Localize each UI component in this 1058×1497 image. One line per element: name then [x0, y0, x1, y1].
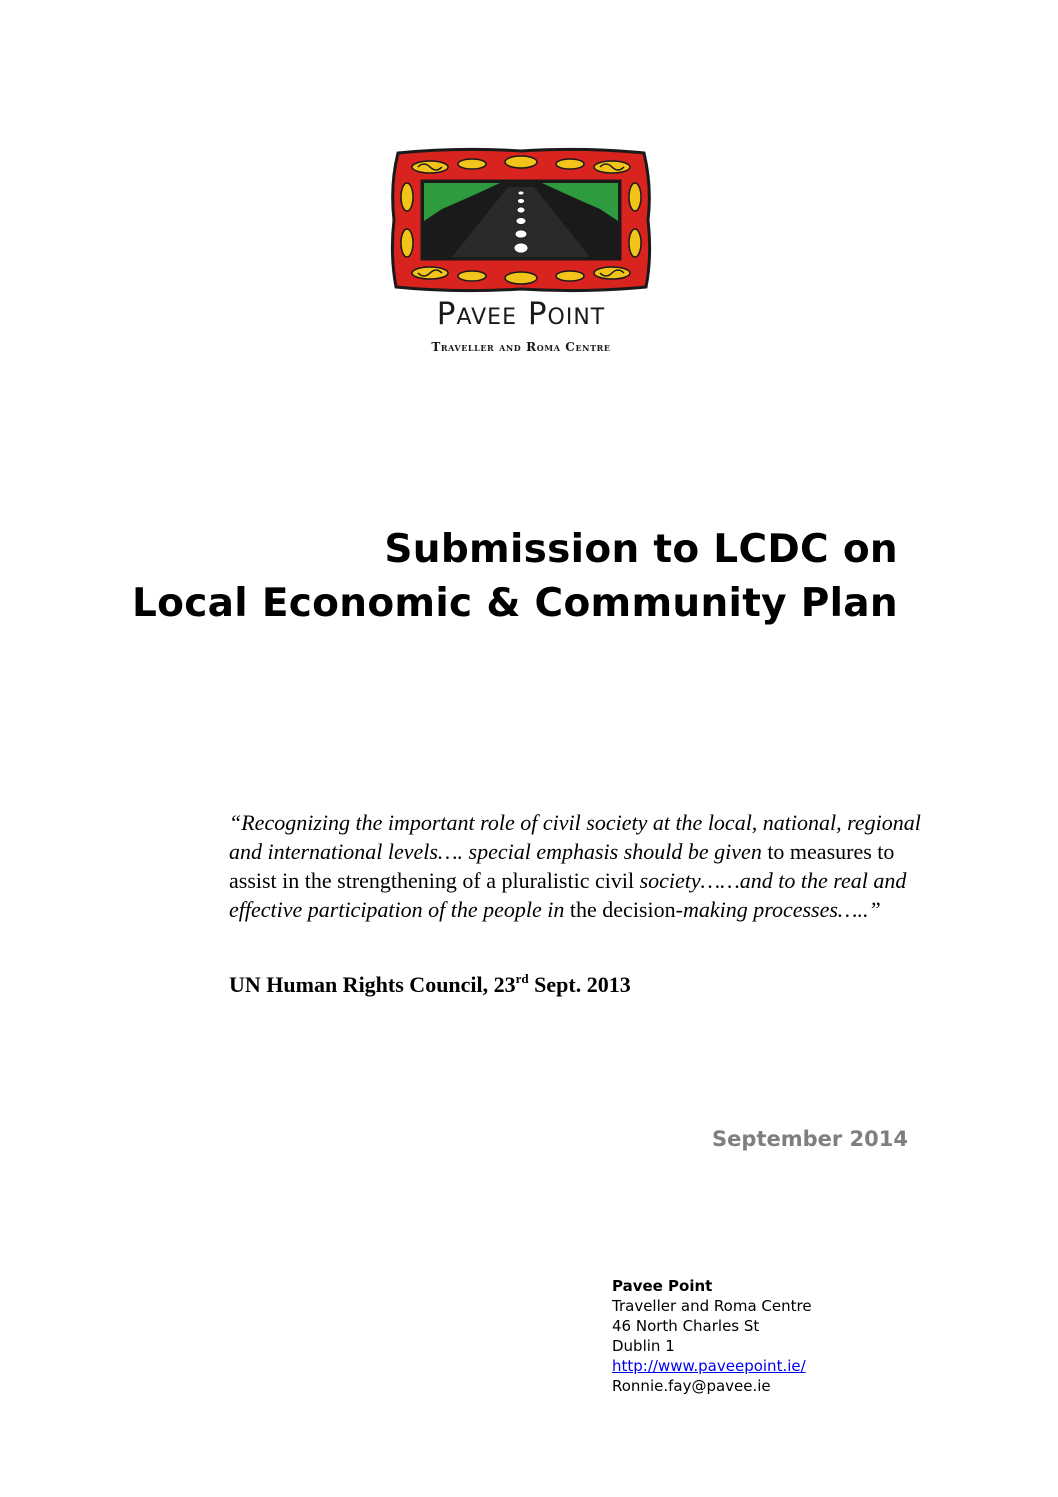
document-title — [132, 523, 898, 631]
attribution-text-end: Sept. 2013 — [528, 972, 631, 997]
contact-block — [612, 1276, 812, 1396]
logo-frame-image — [390, 147, 652, 293]
contact-city: Dublin 1 — [612, 1337, 675, 1355]
epigraph-quote — [229, 808, 929, 924]
contact-address: 46 North Charles St — [612, 1317, 760, 1335]
logo-name-text: Pavee Point — [436, 296, 606, 332]
title-line-1: Submission to LCDC on — [384, 527, 898, 572]
quote-part-2: to measures to assist in the strengthening of a pluralistic civil — [229, 839, 895, 893]
title-line-2: Local Economic & Community Plan — [132, 581, 898, 626]
contact-line-2: Traveller and Roma Centre — [612, 1297, 812, 1315]
attribution-text: UN Human Rights Council, 23 — [229, 972, 516, 997]
contact-org: Pavee Point — [612, 1277, 713, 1295]
quote-part-5: making processes…..” — [682, 897, 881, 922]
publication-date: September 2014 — [712, 1127, 908, 1151]
quote-attribution — [229, 972, 631, 998]
logo-subtitle-text: Traveller and Roma Centre — [431, 340, 611, 354]
attribution-superscript: rd — [515, 971, 529, 986]
quote-part-4: the decision- — [569, 897, 683, 922]
quote-part-3: society……and to the real and effective participation of the people in — [229, 868, 907, 922]
contact-email: Ronnie.fay@pavee.ie — [612, 1377, 771, 1395]
pavee-point-logo — [388, 147, 654, 357]
quote-part-1: “Recognizing the important role of civil society at the local, national, regional and international levels…. special emphasis should be given — [229, 810, 921, 864]
website-link[interactable]: http://www.paveepoint.ie/ — [612, 1357, 806, 1375]
